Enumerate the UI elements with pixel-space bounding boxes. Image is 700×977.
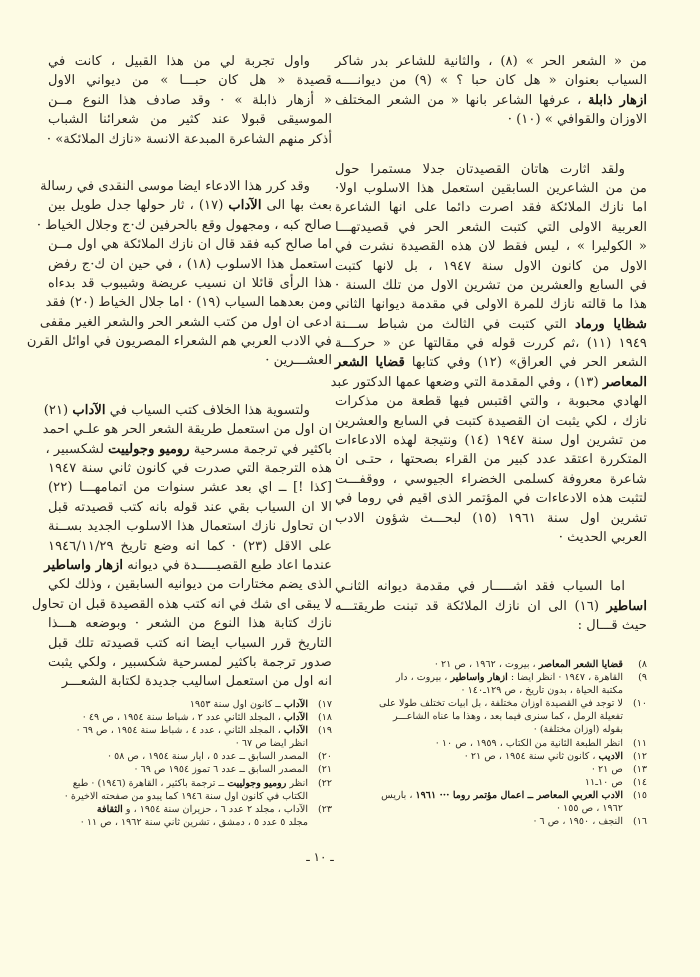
text-run: لشكسبير ، (45, 441, 109, 457)
footnote-line (48, 777, 308, 790)
text-line (335, 577, 647, 596)
text-run: لتثبت هذه الادعاءات في المؤتمر الذى اقيم في روما في (335, 491, 647, 507)
text-run: أذكر منهم الشاعرة المبدعة الانسة «نازك الملائكة» · (46, 131, 332, 147)
text-run: المصدر السابق ــ عدد ٥ ، ايار سنة ١٩٥٤ ، ص ٥٨ · (107, 751, 308, 763)
text-line (48, 498, 332, 517)
text-run: هذا الرأى قائلا ان نسيب عريضة وشيبوب قد بدءاه (48, 275, 332, 291)
text-line (335, 257, 647, 276)
footnote-line (335, 789, 623, 802)
text-run: ، المجلد الثاني ، عدد ٤ ، شباط سنة ١٩٥٤ ، ص ٦٩ · (76, 725, 284, 737)
text-line (36, 216, 332, 235)
text-line (31, 595, 332, 614)
text-line (48, 634, 332, 653)
bold-title: الاديب (598, 750, 623, 762)
footnote-text (48, 777, 308, 803)
paragraph (335, 52, 647, 130)
text-run: ادعى ان اول من كتب الشعر الحر والشعر الغير مقفى (39, 314, 332, 330)
footnote-line (335, 658, 623, 671)
text-run: السياب بعنوان « هل كان حبا ؟ » (٩) من ديوانــــه (335, 73, 647, 89)
text-line (40, 177, 332, 196)
text-run: ، بيروت ، ١٩٦٢ ، ص ٢١ · (434, 659, 539, 670)
text-run: انظر ايضا ص ٦٧ · (235, 738, 308, 750)
footnote (335, 658, 647, 671)
footnote-text (335, 763, 623, 776)
bold-title: روميو وجولييت (227, 777, 287, 789)
text-line (48, 459, 332, 478)
text-line (335, 616, 647, 635)
text-run: ، باريس (381, 789, 416, 801)
text-run: استعمل هذا الاسلوب (١٨) ، في حين ان ك·ج رفض (48, 256, 332, 272)
text-line (335, 353, 647, 372)
footnote-text (335, 750, 623, 763)
paragraph (31, 401, 333, 692)
footnote-line (335, 684, 623, 697)
text-line (48, 478, 332, 497)
text-line (48, 575, 332, 594)
footnote-text (48, 750, 308, 763)
footnote-number: ٩) (638, 672, 647, 684)
text-run: ١٩٦٢ ، ص ١٥٥ · (556, 803, 623, 815)
text-run: من من الشاعرين السابقين استعمل هذا الاسلوب اولا· (335, 180, 647, 196)
text-run: ص ١٠ـ١١ (584, 776, 623, 788)
text-line (48, 351, 332, 370)
text-line (335, 218, 647, 237)
text-line (48, 52, 332, 71)
text-run: (١٧) ، ثار حولها جدل طويل بين (48, 198, 229, 214)
text-line (39, 313, 332, 332)
footnote (335, 697, 647, 736)
bold-title: ازهار واساطير (44, 557, 124, 573)
bold-title: الادب العربي المعاصر ــ اعمال مؤتمر روما ··· ١٩٦١ (415, 789, 623, 801)
text-run: « الكوليرا » ، ليس فقط لان هذه القصيدة نشرت في (335, 239, 647, 255)
text-line (48, 537, 332, 556)
text-line (335, 597, 647, 616)
text-run: تفعيلة الرمل ، كما سنرى فيما بعد ، وهذا ما عناه الشاعـــر (393, 711, 623, 723)
footnote-text (48, 724, 308, 750)
text-run: الا ان السياب بقي عند قوله بانه كتب قصيدته قبل (48, 499, 332, 515)
text-line (48, 235, 332, 254)
text-run: المصدر السابق ــ عدد ٦ تموز ١٩٥٤ ص ٦٩ · (134, 764, 308, 776)
paragraph (335, 577, 647, 635)
footnote-text (48, 698, 308, 711)
footnote-line (48, 750, 308, 763)
text-run: النجف ، ١٩٥٠ ، ص ٦ · (533, 816, 623, 828)
text-run: هذه الترجمة التي صدرت في كانون ثاني سنة ١٩٤٧ (48, 461, 332, 477)
text-run: مكتبة الحياة ، بدون تاريخ ، ص ١٢٩ـ١٤٠ · (461, 685, 623, 697)
text-run: الشعر الحر في العراق» (١٢) وفي كتابها (404, 355, 647, 371)
text-line (335, 179, 647, 198)
text-line (48, 672, 332, 691)
text-run: (١٦) الى ان نازك الملائكة قد تبنت طريقتـــه (335, 598, 607, 614)
text-run: صدور ترجمة باكثير لمسرحية شكسبير ، ولكي يثبت (48, 654, 332, 670)
text-run: العربية الاولى التي كتبت الشعر الحر في قصيدتهـــا (335, 219, 647, 235)
text-line (335, 412, 647, 431)
text-run: باكثير في ترجمة مسرحية (189, 441, 332, 457)
text-run: اما نازك الملائكة فقد اصرت دائما على انها الشاعرة (335, 200, 647, 216)
left-column (26, 52, 333, 692)
footnote-text (335, 776, 623, 789)
footnote-text (48, 803, 308, 829)
footnote (335, 750, 647, 763)
text-line (335, 334, 647, 353)
text-run: انظر الطبعة الثانية من الكتاب ، ١٩٥٩ ، ص ١٠ · (435, 737, 623, 749)
text-line (335, 450, 647, 469)
footnote-number: ١٤) (632, 776, 647, 788)
text-line (335, 315, 647, 334)
right-column (330, 52, 647, 636)
footnote-number: ١٥) (632, 789, 647, 801)
footnote (48, 711, 332, 724)
bold-title: الآداب (228, 198, 262, 214)
footnote-line (48, 790, 308, 803)
text-run: ، المجلد الثاني عدد ٢ ، شباط سنة ١٩٥٤ ، ص ٤٩ · (82, 712, 284, 724)
footnote-text (335, 671, 623, 697)
footnote (48, 750, 332, 763)
text-line (43, 401, 332, 420)
bold-title: روميو وجولييت (108, 441, 190, 457)
text-line (45, 440, 332, 459)
bold-title: الآداب (283, 712, 308, 724)
bold-title: شظايا ورماد (575, 316, 647, 332)
text-run: الاول من كانون الاول سنة ١٩٤٧ ، بل لانها كتبت (335, 258, 647, 274)
text-line (335, 52, 647, 71)
text-line (48, 130, 332, 149)
text-run: مجلد ٥ عدد ٥ ، دمشق ، تشرين ثاني سنة ١٩٦٢ ، ص ١١ · (80, 816, 308, 828)
footnote-line (48, 803, 308, 816)
text-run: اما صالح كبه فقد قال ان نازك الملائكة هي اول مــن (48, 237, 332, 253)
text-run: من « الشعر الحر » (٨) ، والثانية للشاعر بدر شاكر (335, 54, 647, 69)
footnote (48, 698, 332, 711)
footnote (48, 777, 332, 803)
footnote (335, 789, 647, 815)
bold-title: ازهار واساطير (450, 672, 508, 684)
text-line (48, 255, 332, 274)
footnote (48, 803, 332, 829)
text-line (335, 295, 647, 314)
bold-title: قضايا الشعر المعاصر (538, 659, 623, 670)
footnote-line (335, 776, 623, 789)
text-line (335, 91, 647, 110)
text-run: انظر (286, 777, 308, 789)
footnote (48, 724, 332, 750)
text-run: الهادي محبوبة ، والتي اقتبس فيها قطعة من مذكرات (335, 394, 647, 410)
text-line (48, 196, 332, 215)
footnote-line (48, 698, 308, 711)
text-run: الاوزان والقوافي » (١٠) · (507, 112, 647, 128)
text-run: ــ ترجمة باكثير ، القاهرة (١٩٤٦) · طبع (72, 777, 228, 789)
text-run: ، بيروت ، دار (395, 672, 451, 684)
text-run: عندما اعاد طبع القصيـــــدة في ديوانه (123, 557, 332, 573)
footnote (335, 776, 647, 789)
footnote-number: ١٧) (317, 699, 332, 710)
text-line (335, 431, 647, 450)
bold-title: ازهار ذابلة (587, 92, 647, 108)
text-line (48, 653, 332, 672)
text-run: القاهرة ، ١٩٤٧ · انظر ايضا : (507, 672, 623, 684)
text-run: بعث بها الى (261, 198, 333, 214)
footnote-number: ٨) (638, 659, 647, 670)
text-line (42, 420, 332, 439)
footnote-line (48, 724, 308, 737)
text-run: لا يبقى اى شك في انه كتب هذه القصيدة قبل ان تحاول (31, 596, 332, 612)
footnote-number: ١٣) (632, 763, 647, 775)
text-run: بقوله (اوزان مختلفة) · (533, 724, 623, 736)
paragraph (48, 52, 332, 149)
footnote (335, 737, 647, 750)
footnote (335, 671, 647, 697)
bold-title: المعاصر (602, 374, 647, 390)
paragraph (330, 160, 647, 548)
text-run: شاعرة معروفة كسلمى الخضراء الجيوسي ، ووقفـــت (335, 471, 647, 487)
text-line (335, 110, 647, 129)
text-run: واول تجربة لي من هذا القبيل ، كانت في (48, 54, 310, 69)
bold-title: الآداب (72, 402, 106, 418)
footnote (48, 763, 332, 776)
text-run: وقد كرر هذا الادعاء ايضا موسى النقدى في رسالة (40, 178, 310, 194)
footnote-text (48, 711, 308, 724)
text-line (335, 198, 647, 217)
text-line (48, 91, 332, 110)
text-line (335, 489, 647, 508)
text-line (335, 392, 647, 411)
footnote-text (335, 697, 623, 736)
bold-title: قضايا الشعر (335, 355, 405, 371)
footnotes-right (335, 658, 647, 828)
footnote-number: ١١) (632, 737, 647, 749)
text-line (48, 110, 332, 129)
text-run: انه اول من استعمل اساليب جديدة لكتابة الشعـــر (61, 674, 332, 690)
footnote-text (335, 815, 623, 828)
text-run: ومن بعدهما السياب (١٩) · اما جلال الخياط (٢٠) فقد (45, 295, 332, 311)
page-number: ـ ١٠ ـ (306, 850, 334, 864)
text-run: من تشرين اول سنة ١٩٤٧ (١٤) ونتيجة لهذه الادعاءات (335, 433, 647, 449)
text-run: لا توجد في القصيدة اوزان مختلفة ، بل ابيات تختلف طولا على (379, 698, 623, 710)
text-run: المتكررة اعتقد عدد كبير من القراء بصحتها ، حتـى ان (335, 452, 647, 468)
bold-title: الآداب (283, 725, 308, 737)
footnote (335, 815, 647, 828)
footnote-line (48, 737, 308, 750)
text-run: العشـــرين · (265, 353, 332, 369)
text-run: في السابع والعشرين من تشرين الاول من تلك السنة · (335, 277, 647, 293)
text-line (335, 160, 647, 179)
footnote-line (335, 697, 623, 710)
text-run: الموسيقى قبولا عند كثير من شعرائنا الشباب (48, 112, 332, 128)
text-line (48, 71, 332, 90)
footnote-number: ٢٢) (317, 777, 332, 789)
footnote-number: ٢١) (317, 764, 332, 776)
text-run: نازك كتابة هذا النوع من الشعر · وبوضعه هـــذا (48, 616, 332, 632)
text-run: هذا ما قالته نازك للمرة الاولى في مقدمة ديوانها الثاني (335, 297, 647, 313)
text-line (44, 556, 332, 575)
text-run: التي كتبت في الثالث من شباط ســـنة (335, 316, 576, 332)
text-run: ، كانون ثاني سنة ١٩٥٤ ، ص ٢١ · (464, 750, 599, 762)
footnote-line (335, 710, 623, 723)
text-run: على الاقل (٢٣) · كما انه وضع تاريخ ١٩٤٦/١١/٢٩ (48, 538, 333, 554)
footnote-line (335, 671, 623, 684)
footnote-number: ٢٠) (317, 751, 332, 763)
text-line (335, 71, 647, 90)
footnote-line (335, 750, 623, 763)
text-line (26, 332, 332, 351)
text-run: الآداب ، مجلد ٢ عدد ٦ ، حزيران سنة ١٩٥٤ ، و (122, 803, 308, 815)
footnote-text (48, 763, 308, 776)
footnote-number: ١٢) (632, 750, 647, 762)
footnote-line (335, 815, 623, 828)
footnote-number: ١٩) (317, 725, 332, 737)
text-run: قصيدة « هل كان حبـــا » من ديواني الاول (48, 73, 332, 89)
text-run: ــ كانون اول سنة ١٩٥٣ (189, 699, 284, 710)
paragraph (26, 177, 333, 371)
text-run: في الادب العربي هم الشعراء المصريون في اوائل القرن (26, 334, 332, 350)
footnote-line (335, 723, 623, 736)
text-run: ان اول من استعمل طريقة الشعر الحر هو علـي احمد (42, 422, 332, 438)
footnote-line (48, 763, 308, 776)
text-run: ان تحاول نازك استعمال هذا الاسلوب الجديد بســنة (48, 519, 332, 535)
footnote (335, 763, 647, 776)
text-run: صالح كبه ، ومجهول وقع بالحرفين ك·ج وجلال الخياط · (36, 217, 332, 233)
text-run: ولقد اثارت هاتان القصيدتان جدلا مستمرا حول (335, 161, 625, 177)
text-run: العربي الحديث · (558, 529, 647, 545)
text-run: (١٣) ، وفي المقدمة التي وضعها عمها الدكتور عبد (330, 374, 603, 390)
text-run: ، عرفها الشاعر بانها « من الشعر المختلف (335, 92, 588, 108)
bold-title: الثقافة (96, 803, 123, 815)
text-run: الذى يضم مختارات من ديوانيه السابقين ، وذلك لكي (48, 577, 332, 593)
text-run: [كذا !] ــ اي بعد عشر سنوات من اتمامهـــا (٢٢) (48, 480, 332, 496)
bold-title: الآداب (283, 699, 308, 710)
text-line (48, 517, 332, 536)
text-line (335, 470, 647, 489)
text-run: ص ٢١ · (591, 763, 623, 775)
footnote-line (48, 816, 308, 829)
text-run: تشرين اول سنة ١٩٦١ (١٥) لبحـــث شؤون الادب (335, 510, 647, 526)
footnote-number: ١٠) (632, 698, 647, 710)
text-line (335, 509, 647, 528)
text-line (330, 373, 647, 392)
footnote-text (335, 658, 623, 671)
text-run: نازك ، لكي يثبت ان القصيدة كتبت في السابع والعشرين (335, 413, 647, 429)
footnote-line (335, 737, 623, 750)
footnotes-left (48, 698, 332, 829)
footnote-number: ١٦) (632, 816, 647, 828)
bold-title: اساطير (606, 598, 647, 614)
footnote-line (335, 763, 623, 776)
footnote-number: ٢٣) (317, 803, 332, 815)
text-line (48, 614, 332, 633)
footnote-text (335, 737, 623, 750)
text-run: التاريخ قرر السياب ايضا انه كتب قصيدته تلك قبل (48, 635, 332, 651)
footnote-line (48, 711, 308, 724)
text-line (45, 293, 332, 312)
text-run: ١٩٤٩ (١١) ،ثم كررت قوله في مقالتها عن « حركـــة (335, 336, 647, 352)
text-line (335, 237, 647, 256)
text-run: « أزهار ذابلة » · وقد صادف هذا النوع مــن (48, 92, 332, 108)
text-run: حيث قـــال : (577, 618, 647, 634)
footnote-line (335, 802, 623, 815)
text-line (335, 276, 647, 295)
text-run: اما السياب فقد اشـــــار في مقدمة ديوانه الثانـي (335, 579, 625, 595)
footnote-text (335, 789, 623, 815)
footnote-number: ١٨) (317, 712, 332, 724)
text-run: (٢١) (43, 402, 73, 418)
text-run: ولتسوية هذا الخلاف كتب السياب في (105, 402, 310, 418)
text-run: الكتاب في كانون اول سنة ١٩٤٦ كما يبدو من صفحته الاخيرة · (64, 790, 308, 802)
text-line (335, 528, 647, 547)
text-line (48, 274, 332, 293)
